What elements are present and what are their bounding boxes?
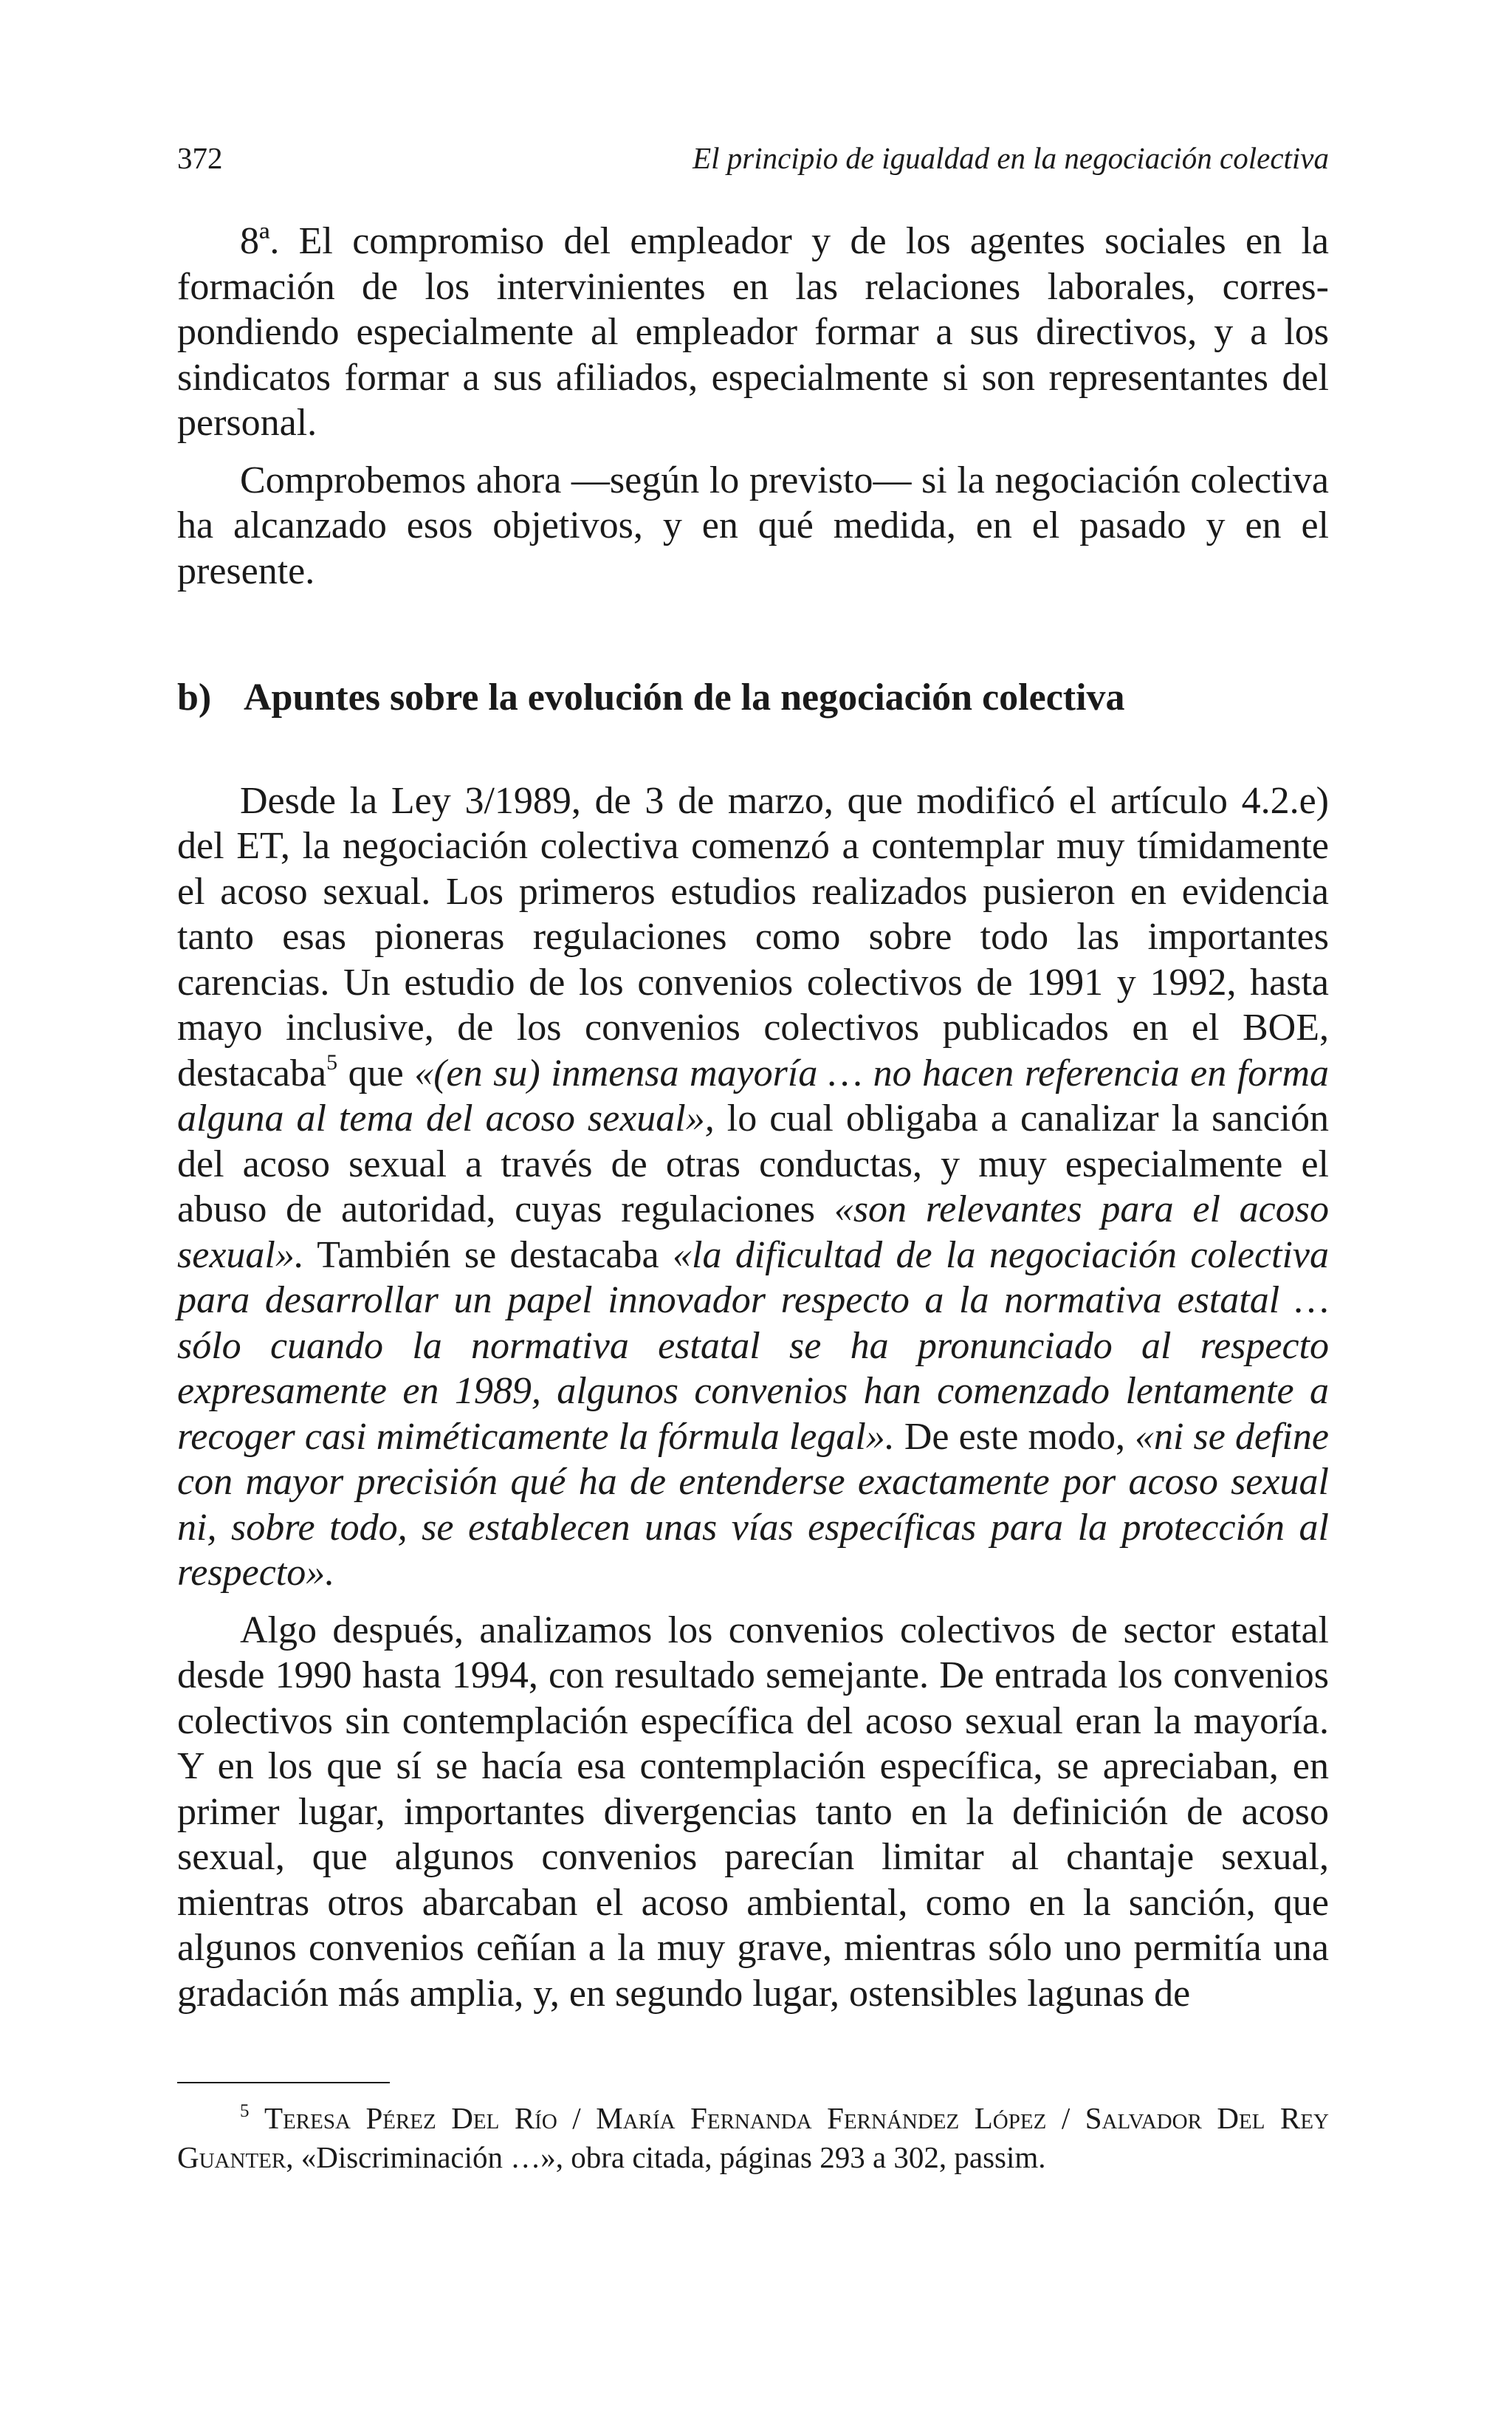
footnote [177, 2099, 1329, 2177]
section-title: Apuntes sobre la evolución de la negociación colectiva [244, 676, 1125, 719]
paragraph-8a: 8ª. El compromiso del empleador y de los agentes sociales en la formación de los intervinientes en las relaciones laborales, correspondiendo especialmente al empleador formar a sus directivos, y a los sindicatos formar a sus afiliados, especialmente si son representantes del personal. [177, 220, 1329, 444]
footnote-mark: 5 [240, 2101, 250, 2121]
page-number: 372 [177, 141, 223, 175]
paragraph-comprobemos: Comprobemos ahora —según lo previsto— si la negociación colectiva ha alcanzado esos objetivos, y en qué medida, en el pasado y en el presente. [177, 459, 1329, 592]
running-title: El principio de igualdad en la negociación colectiva [693, 141, 1329, 175]
quotation: «son relevantes para el acoso sexual». [177, 1188, 1329, 1276]
book-page [177, 0, 1329, 2412]
quotation: «la dificultad de la negociación colectiva para desarrollar un papel innovador respecto a la normativa estatal … sólo cuando la normativa estatal se ha pronunciado al respecto expresamente en 1989, algunos convenios han comenzado lentamente a recoger casi miméticamente la fórmula legal». [177, 1233, 1329, 1458]
footnote-citation: , «Discriminación …», obra citada, páginas 293 a 302, passim. [286, 2140, 1046, 2174]
paragraph-algo-despues: Algo después, analizamos los convenios colectivos de sector estatal desde 1990 hasta 1994, con resultado semejante. De entrada los convenios colectivos sin contemplación específica del acoso sexual eran la mayoría. Y en los que sí se hacía esa contemplación específica, se apreciaban, en primer lugar, importantes divergencias tanto en la definición de acoso sexual, que algunos convenios parecían limitar al chantaje sexual, mientras otros abarcaban el acoso ambiental, como en la sanción, que algunos convenios ceñían a la muy grave, mientras sólo uno permitía una gradación más amplia, y, en segundo lugar, ostensibles lagunas de [177, 1608, 1329, 2015]
paragraph-desde-la-ley [177, 778, 1329, 1596]
quotation: «ni se define con mayor precisión qué ha de entenderse exactamente por acoso sexual ni, sobre todo, se establecen unas vías específicas para la protección al respecto». [177, 1415, 1329, 1594]
footnote-divider [177, 2082, 390, 2083]
text-span: También se destacaba [303, 1233, 673, 1276]
body-text [177, 219, 1329, 2028]
text-span: De este modo, [894, 1415, 1135, 1458]
footnote-authors: Teresa Pérez Del Río / María Fernanda Fernández López / Salvador Del Rey Guanter [177, 2101, 1329, 2174]
text-span: Desde la Ley 3/1989, de 3 de marzo, que modificó el artículo 4.2.e) del ET, la negociación colectiva comenzó a contemplar muy tímidamente el acoso sexual. Los primeros estudios realizados pusieron en evidencia tanto esas pioneras regulaciones como sobre todo las importantes carencias. Un estudio de los convenios colectivos de 1991 y 1992, hasta mayo inclusive, de los convenios colectivos publicados en el BOE, destacaba [177, 779, 1329, 1094]
text-span: que [337, 1052, 415, 1094]
section-label: b) [177, 676, 212, 719]
footnote-reference[interactable]: 5 [326, 1049, 338, 1075]
text-span: lo cual obligaba a canalizar la sanción del acoso sexual a través de otras conductas, y muy especialmente el abuso de autoridad, cuyas regulaciones [177, 1097, 1329, 1230]
quotation: «(en su) inmensa mayoría … no hacen referencia en forma alguna al tema del acoso sexual», [177, 1052, 1329, 1140]
section-heading [177, 675, 1329, 721]
